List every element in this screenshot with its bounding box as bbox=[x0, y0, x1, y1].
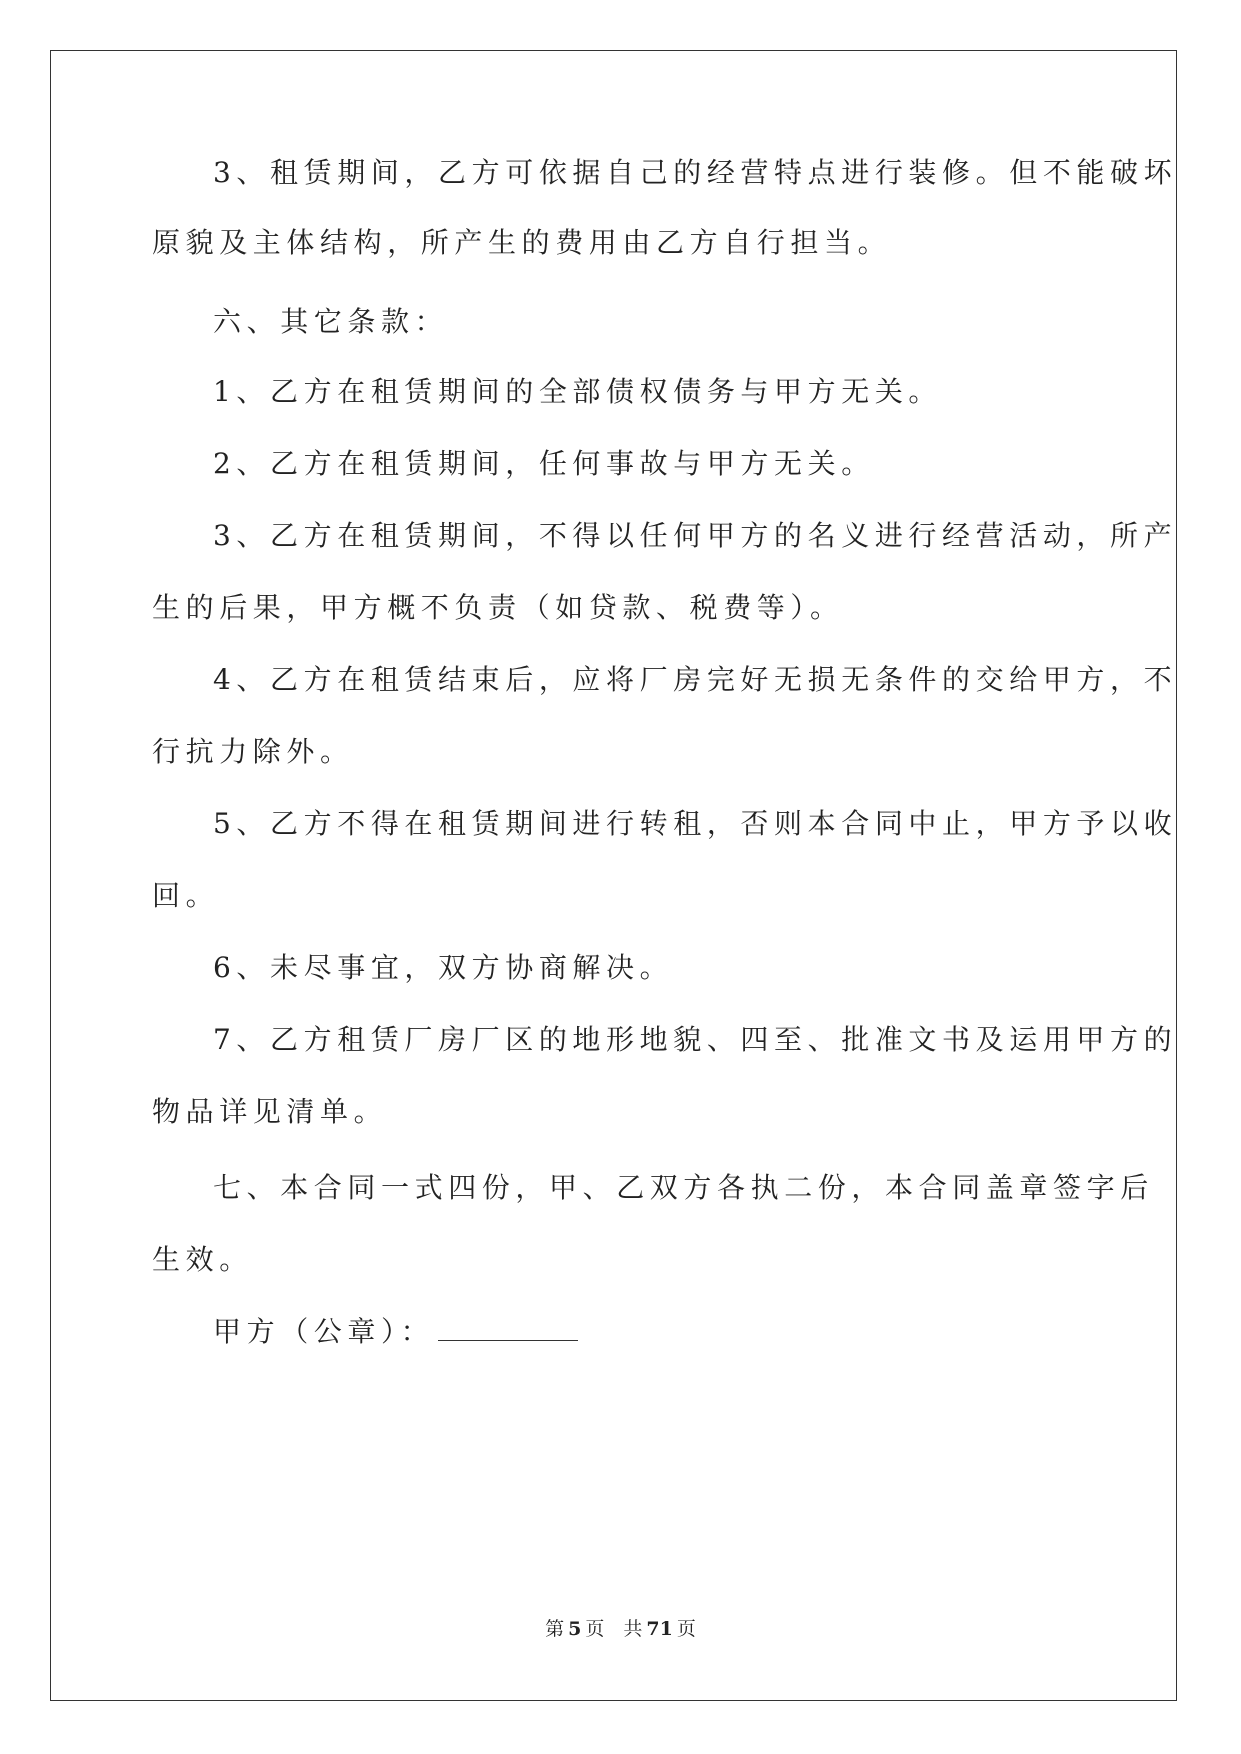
paragraph-line: 3、租赁期间，乙方可依据自己的经营特点进行装修。但不能破坏 bbox=[213, 156, 1178, 189]
paragraph-line: 生的后果，甲方概不负责（如贷款、税费等）。 bbox=[152, 591, 844, 624]
paragraph-line: 7、乙方租赁厂房厂区的地形地貌、四至、批准文书及运用甲方的 bbox=[213, 1023, 1178, 1056]
signature-label: 甲方（公章）： bbox=[213, 1315, 435, 1348]
paragraph-line: 原貌及主体结构，所产生的费用由乙方自行担当。 bbox=[152, 226, 892, 259]
signature-blank bbox=[438, 1314, 578, 1341]
section-heading: 六、其它条款： bbox=[213, 305, 449, 338]
total-pages: 71 bbox=[646, 1618, 673, 1640]
paragraph-line: 1、乙方在租赁期间的全部债权债务与甲方无关。 bbox=[213, 375, 943, 408]
footer-suffix: 页 bbox=[676, 1618, 696, 1640]
page-number: 5 bbox=[568, 1618, 582, 1640]
paragraph-line: 4、乙方在租赁结束后，应将厂房完好无损无条件的交给甲方，不 bbox=[213, 663, 1178, 696]
page-border bbox=[50, 50, 1177, 1701]
paragraph-line: 行抗力除外。 bbox=[152, 735, 354, 768]
paragraph-line: 6、未尽事宜，双方协商解决。 bbox=[213, 951, 674, 984]
signature-line bbox=[213, 1314, 578, 1350]
footer-mid: 页 共 bbox=[585, 1618, 643, 1640]
paragraph-line: 七、本合同一式四份，甲、乙双方各执二份，本合同盖章签字后 bbox=[213, 1171, 1154, 1204]
footer-prefix: 第 bbox=[545, 1618, 565, 1640]
paragraph-line: 回。 bbox=[152, 879, 220, 912]
paragraph-line: 3、乙方在租赁期间，不得以任何甲方的名义进行经营活动，所产 bbox=[213, 519, 1178, 552]
page-footer bbox=[0, 1614, 1241, 1641]
paragraph-line: 2、乙方在租赁期间，任何事故与甲方无关。 bbox=[213, 447, 875, 480]
paragraph-line: 生效。 bbox=[152, 1243, 253, 1276]
paragraph-line: 5、乙方不得在租赁期间进行转租，否则本合同中止，甲方予以收 bbox=[213, 807, 1178, 840]
paragraph-line: 物品详见清单。 bbox=[152, 1095, 388, 1128]
